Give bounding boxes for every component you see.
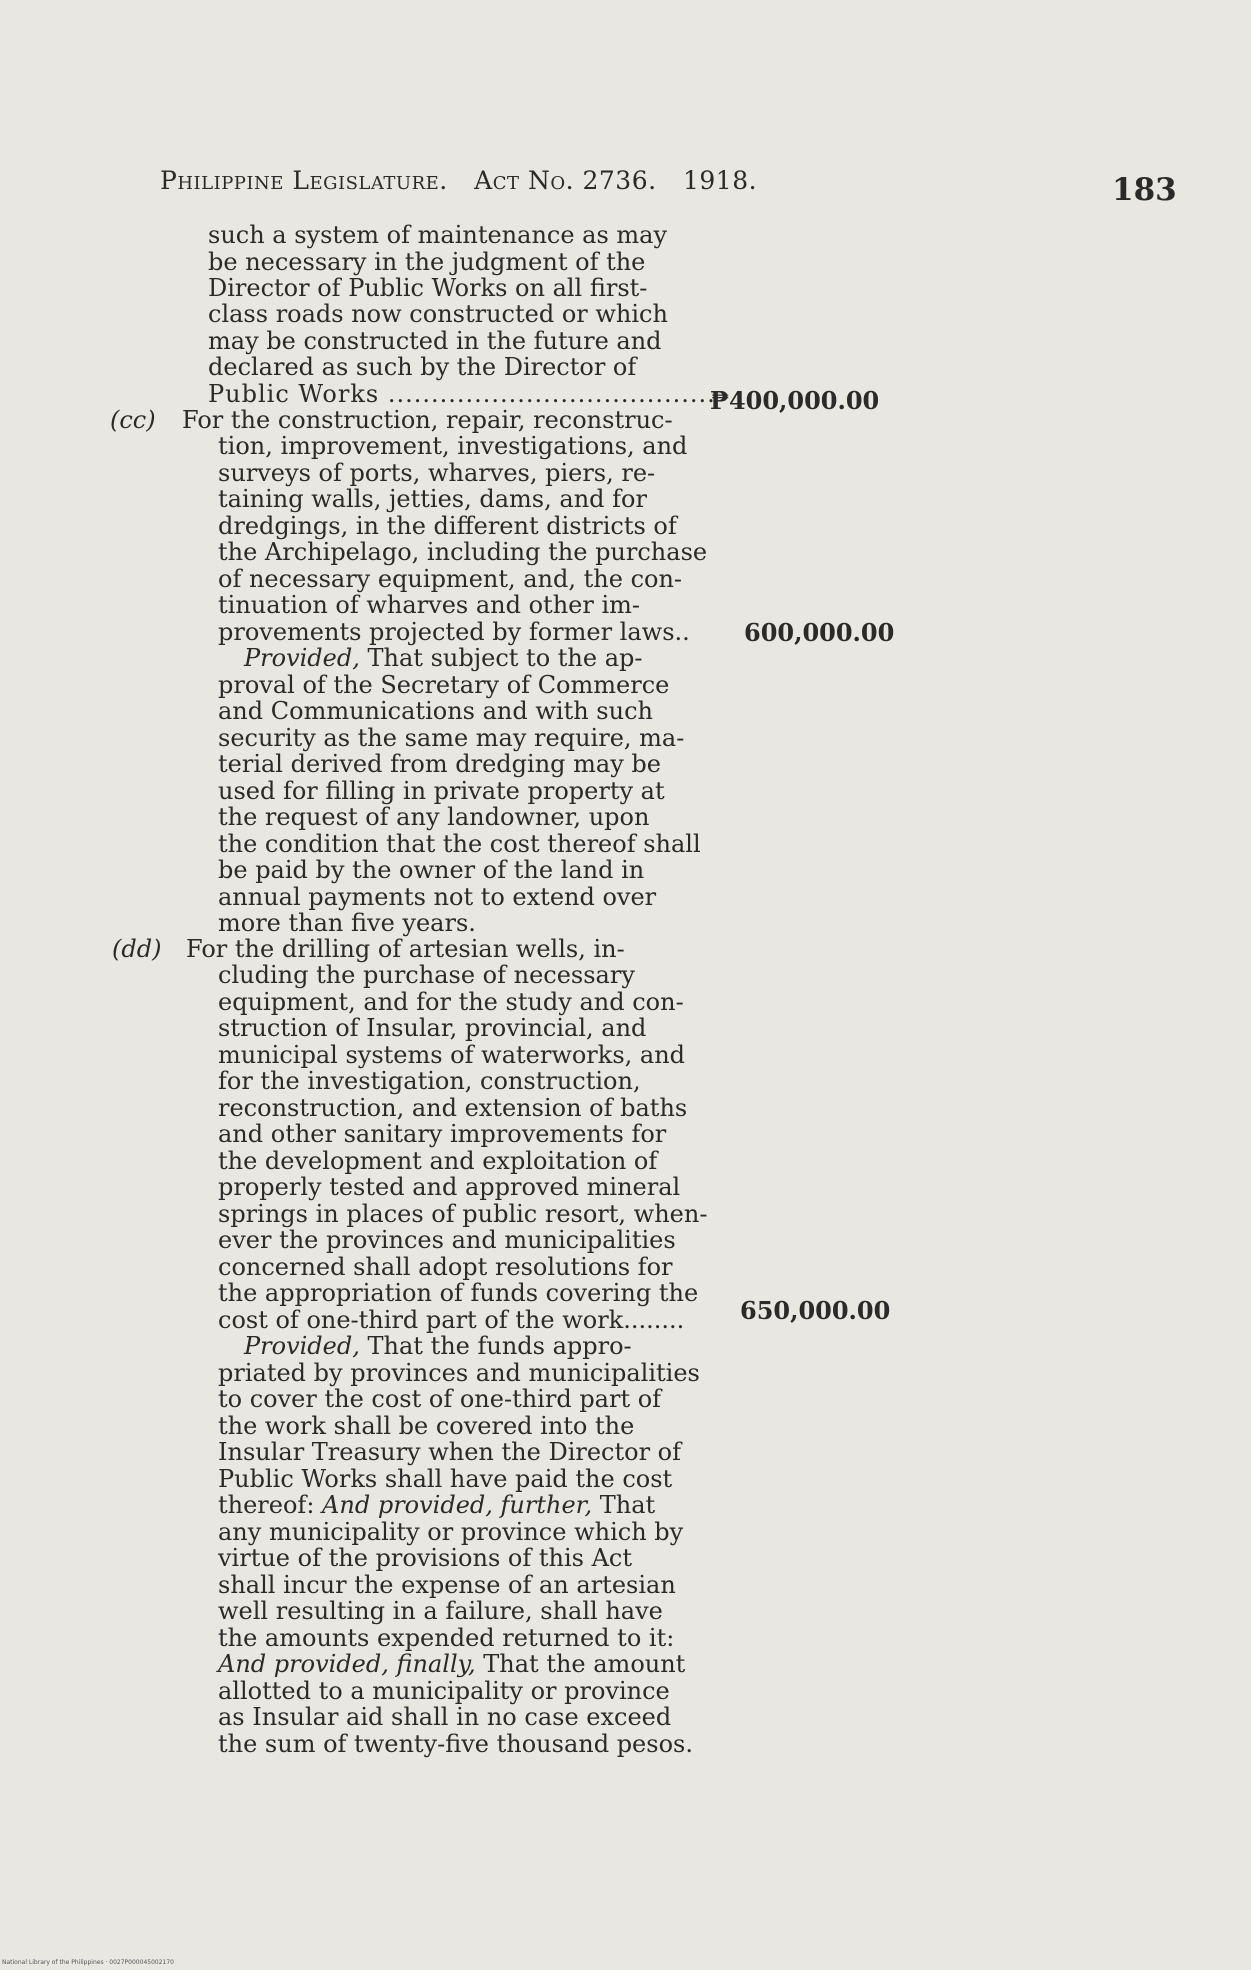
text-line: municipal systems of waterworks, and (218, 1041, 686, 1069)
text-line: the request of any landowner, upon (218, 803, 650, 831)
proviso-line (244, 645, 643, 671)
header-legislature: Philippine Legislature. (160, 166, 448, 195)
text-line: to cover the cost of one-third part of (218, 1385, 662, 1413)
text-line: Public Works shall have paid the cost (218, 1465, 673, 1493)
item-label: (dd) (112, 935, 162, 963)
text-line: Insular Treasury when the Director of (218, 1438, 682, 1466)
text-line: dredgings, in the different districts of (218, 512, 677, 540)
text-line: the amounts expended returned to it: (218, 1624, 675, 1652)
text-line: tion, improvement, investigations, and (218, 432, 688, 460)
text-line: more than five years. (218, 909, 476, 937)
amount-value: 650,000.00 (740, 1296, 891, 1325)
text-line: be paid by the owner of the land in (218, 856, 645, 884)
text-line: security as the same may require, ma- (218, 724, 685, 752)
text-line: For the construction, repair, reconstruc- (182, 406, 673, 434)
proviso-lead: Provided, (244, 1332, 360, 1360)
text-line (218, 1651, 685, 1677)
text-line: declared as such by the Director of (208, 353, 637, 381)
proviso-line (244, 1333, 632, 1359)
text-line: as Insular aid shall in no case exceed (218, 1703, 672, 1731)
text-line: the appropriation of funds covering the (218, 1279, 699, 1307)
proviso-finally-tail: That the amount (483, 1650, 686, 1678)
scan-footer: National Library of the Philippines · 0027P000045002170 (2, 1959, 174, 1966)
text-line: be necessary in the judgment of the (208, 248, 646, 276)
text-line (218, 1492, 655, 1518)
text-line: and Communications and with such (218, 697, 653, 725)
text-line: springs in places of public resort, when- (218, 1200, 708, 1228)
text-line: struction of Insular, provincial, and (218, 1014, 647, 1042)
text-line: Public Works ...................................... (208, 380, 716, 408)
item-label: (cc) (110, 406, 156, 434)
text-line: proval of the Secretary of Commerce (218, 671, 670, 699)
text-line: of necessary equipment, and, the con- (218, 565, 683, 593)
proviso-text: That the funds appro- (367, 1332, 632, 1360)
text-line: shall incur the expense of an artesian (218, 1571, 676, 1599)
text-line: priated by provinces and municipalities (218, 1359, 700, 1387)
running-header (160, 166, 775, 195)
proviso-further-tail: That (599, 1491, 656, 1519)
text-line: properly tested and approved mineral (218, 1173, 681, 1201)
proviso-lead: Provided, (244, 644, 360, 672)
text-line: virtue of the provisions of this Act (218, 1544, 632, 1572)
text-line: any municipality or province which by (218, 1518, 684, 1546)
text-line: taining walls, jetties, dams, and for (218, 485, 647, 513)
text-line: allotted to a municipality or province (218, 1677, 670, 1705)
header-year: 1918. (683, 166, 758, 195)
text-line: surveys of ports, wharves, piers, re- (218, 459, 656, 487)
header-act: Act No. 2736. (474, 166, 657, 195)
text-line: class roads now constructed or which (208, 300, 668, 328)
page-number: 183 (1112, 172, 1177, 208)
text-line: tinuation of wharves and other im- (218, 591, 641, 619)
text-line: concerned shall adopt resolutions for (218, 1253, 673, 1281)
proviso-finally-lead: And provided, finally, (218, 1650, 476, 1678)
text-line: cost of one-third part of the work........ (218, 1306, 685, 1334)
text-line: terial derived from dredging may be (218, 750, 661, 778)
text-line: cluding the purchase of necessary (218, 961, 635, 989)
text-line: the sum of twenty-five thousand pesos. (218, 1730, 693, 1758)
proviso-text: thereof: (218, 1491, 315, 1519)
text-line: such a system of maintenance as may (208, 221, 668, 249)
text-line: ever the provinces and municipalities (218, 1226, 676, 1254)
text-line: the condition that the cost thereof shall (218, 830, 701, 858)
amount-value: ₱400,000.00 (710, 386, 880, 415)
text-line: may be constructed in the future and (208, 327, 662, 355)
text-line: For the drilling of artesian wells, in- (186, 935, 625, 963)
text-line: equipment, and for the study and con- (218, 988, 684, 1016)
text-line: used for filling in private property at (218, 777, 665, 805)
text-line: provements projected by former laws.. (218, 618, 690, 646)
text-line: well resulting in a failure, shall have (218, 1597, 663, 1625)
text-line: annual payments not to extend over (218, 883, 657, 911)
amount-value: 600,000.00 (744, 618, 895, 647)
text-line: the work shall be covered into the (218, 1412, 635, 1440)
text-line: and other sanitary improvements for (218, 1120, 667, 1148)
text-line: for the investigation, construction, (218, 1067, 641, 1095)
text-line: Director of Public Works on all first- (208, 274, 648, 302)
proviso-text: That subject to the ap- (367, 644, 643, 672)
text-line: reconstruction, and extension of baths (218, 1094, 688, 1122)
text-line: the Archipelago, including the purchase (218, 538, 708, 566)
proviso-further-lead: And provided, further, (322, 1491, 593, 1519)
text-line: the development and exploitation of (218, 1147, 658, 1175)
